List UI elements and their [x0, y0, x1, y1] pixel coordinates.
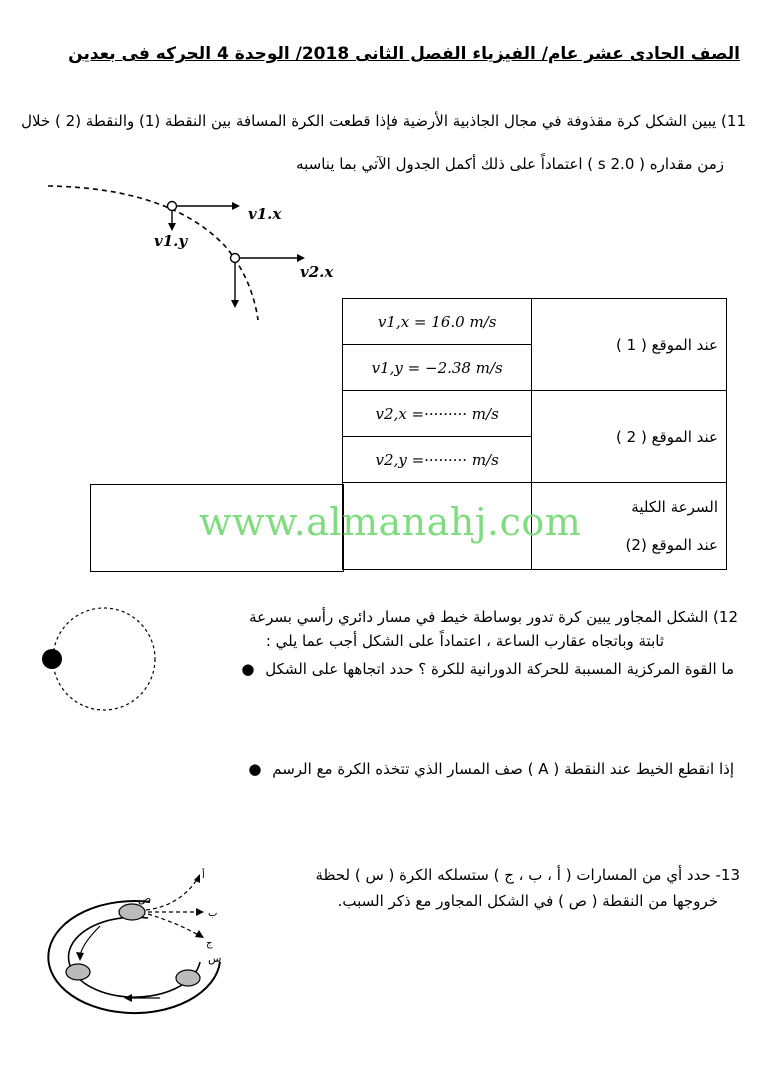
path-a — [146, 878, 198, 910]
label-b: ب — [208, 908, 218, 919]
v1y-arrowhead — [168, 223, 176, 231]
cell-v2y[interactable]: v2,y =········· m/s — [343, 437, 532, 483]
v2x-arrowhead — [297, 254, 305, 262]
q12-bullet1 — [241, 660, 734, 678]
path-b-arrowhead — [196, 908, 204, 916]
direction-arrowhead-left — [76, 952, 84, 961]
q12-line2: ثابتة وباتجاه عقارب الساعة ، اعتماداً على الشكل أجب عما يلي : — [265, 632, 664, 650]
q11-line1: 11) يبين الشكل كرة مقذوفة في مجال الجاذبية الأرضية فإذا قطعت الكرة المسافة بين النقطة (1) والنقطة (2 ) خلال — [21, 112, 746, 130]
q12-bullet2-text: إذا انقطع الخيط عند النقطة ( A ) صف المسار الذي تتخذه الكرة مع الرسم — [272, 760, 734, 778]
inner-track — [68, 917, 200, 997]
label-v2x: v2.x — [300, 263, 334, 281]
circular-path-figure — [38, 605, 168, 715]
cell-position-2-label: عند الموقع ( 2 ) — [532, 391, 727, 483]
ball-point-1 — [168, 202, 177, 211]
q11-line2: زمن مقداره ( 2.0 s ) اعتماداً على ذلك أكمل الجدول الآتي بما يناسبه — [296, 155, 724, 173]
total-speed-label-2: عند الموقع (2) — [625, 536, 718, 554]
direction-arrowhead-bottom — [124, 994, 132, 1002]
circular-path — [53, 608, 155, 710]
ball-point-2 — [231, 254, 240, 263]
q12-bullet2 — [248, 760, 734, 778]
cell-v1x: v1,x = 16.0 m/s — [343, 299, 532, 345]
watermark: www.almanahj.com — [199, 500, 582, 544]
v1x-arrowhead — [232, 202, 240, 210]
q13-line2: خروجها من النقطة ( ص ) في الشكل المجاور مع ذكر السبب. — [337, 892, 718, 910]
ring-track-figure — [40, 866, 240, 1016]
q12-line1: 12) الشكل المجاور يبين كرة تدور بوساطة خيط في مسار دائري رأسي بسرعة — [249, 608, 738, 626]
bullet-dot-icon: ● — [241, 660, 255, 678]
label-s: ص — [138, 892, 152, 905]
label-v1y: v1.y — [154, 232, 188, 250]
q12-bullet1-text: ما القوة المركزية المسببة للحركة الدورانية للكرة ؟ حدد اتجاهها على الشكل — [265, 660, 734, 678]
ball-left — [66, 964, 90, 980]
label-c: ج — [206, 938, 213, 949]
projectile-figure — [20, 178, 340, 328]
v2y-arrowhead — [231, 300, 239, 308]
cell-position-1-label: عند الموقع ( 1 ) — [532, 299, 727, 391]
path-c — [148, 914, 200, 936]
cell-v2x[interactable]: v2,x =········· m/s — [343, 391, 532, 437]
total-speed-label-1: السرعة الكلية — [631, 498, 718, 516]
ball-point-s — [119, 904, 145, 920]
label-a: أ — [202, 870, 205, 881]
bullet-dot-icon: ● — [248, 760, 262, 778]
ball-on-string — [42, 649, 62, 669]
label-v1x: v1.x — [248, 205, 282, 223]
label-x: س — [208, 952, 222, 965]
ball-x — [176, 970, 200, 986]
q13-line1: 13- حدد أي من المسارات ( أ ، ب ، ج ) ستسلكه الكرة ( س ) لحظة — [315, 866, 740, 884]
page-title: الصف الحادى عشر عام/ الفيزياء الفصل الثانى 2018/ الوحدة 4 الحركه فى بعدين — [68, 44, 740, 64]
cell-v1y: v1,y = −2.38 m/s — [343, 345, 532, 391]
